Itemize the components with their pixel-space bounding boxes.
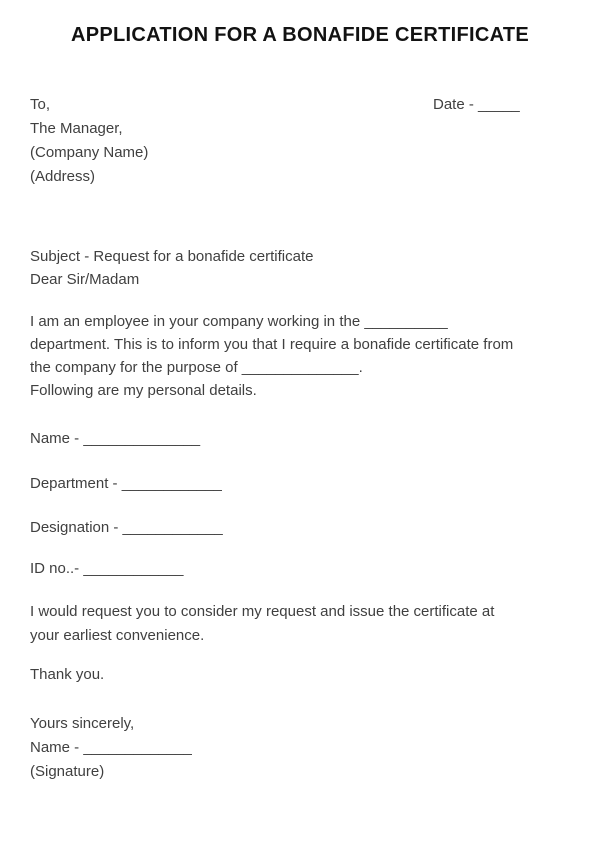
field-id-number: ID no..- ____________ [30,560,184,577]
paragraph-line: Following are my personal details. [30,382,257,399]
recipient-line-manager: The Manager, [30,120,123,137]
signoff-line-name: Name - _____________ [30,739,192,756]
paragraph-line: your earliest convenience. [30,627,205,644]
page-title: APPLICATION FOR A BONAFIDE CERTIFICATE [70,24,530,46]
salutation: Dear Sir/Madam [30,271,140,288]
date-field: Date - _____ [433,96,520,113]
signoff-line-signature: (Signature) [30,763,105,780]
subject-block [30,245,314,291]
paragraph-line: I would request you to consider my request and issue the certificate at [30,603,495,620]
recipient-line-address: (Address) [30,168,96,185]
field-department: Department - ____________ [30,475,222,492]
recipient-line-company: (Company Name) [30,144,149,161]
paragraph-line: the company for the purpose of ______________. [30,359,363,376]
body-paragraph-request [30,310,513,402]
recipient-line-to: To, [30,96,51,113]
subject-line: Subject - Request for a bonafide certificate [30,248,314,265]
field-designation: Designation - ____________ [30,519,223,536]
body-paragraph-closing [30,600,494,648]
signoff-line-sincerely: Yours sincerely, [30,715,135,732]
field-name: Name - ______________ [30,430,201,447]
paragraph-line: department. This is to inform you that I require a bonafide certificate from [30,336,514,353]
signature-block [30,712,192,784]
paragraph-line: I am an employee in your company working in the __________ [30,313,448,330]
recipient-block [30,93,148,189]
thank-you-line: Thank you. [30,666,105,683]
